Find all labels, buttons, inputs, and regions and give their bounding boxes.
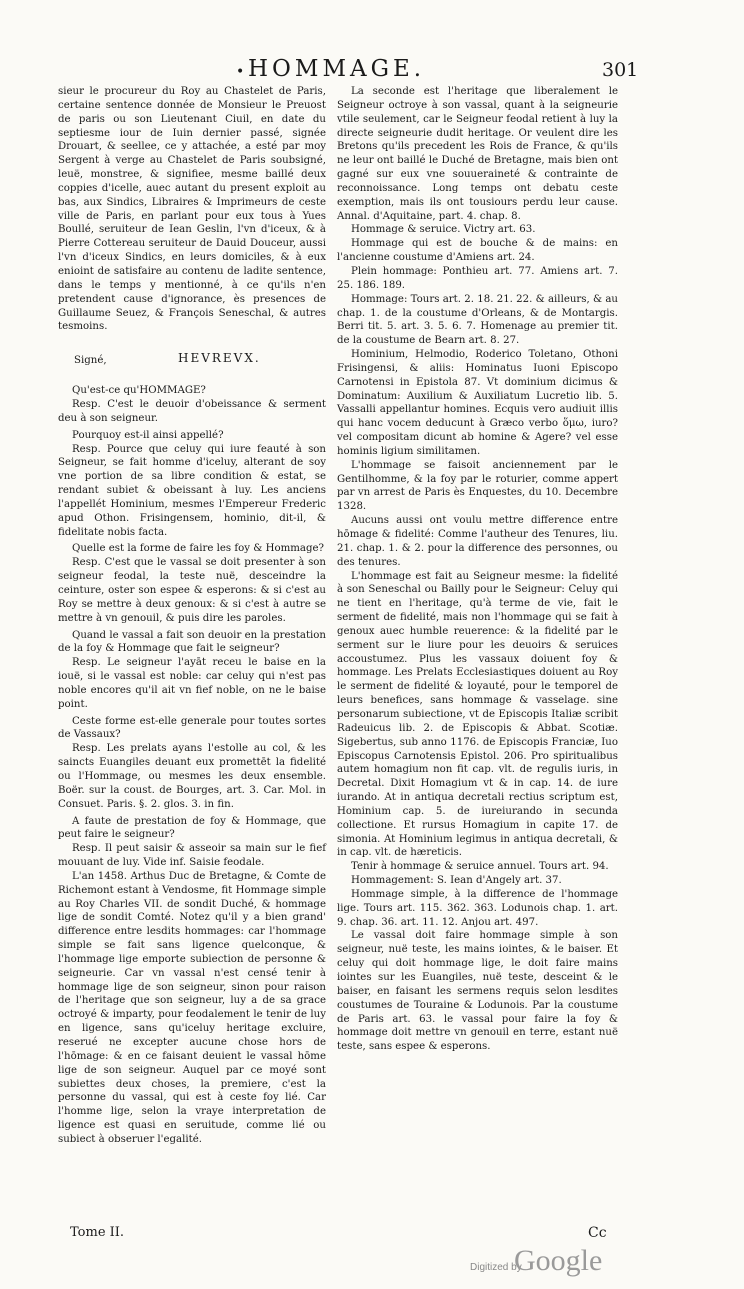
left-column-paragraph: Resp. Il peut saisir & asseoir sa main sur le fief mouuant de luy. Vide inf. Saisie feodale.	[58, 843, 326, 869]
right-column-paragraph: Hommage simple, à la difference de l'hommage lige. Tours art. 115. 362. 363. Lodunois chap. 1. art. 9. chap. 36. art. 11. 12. Anjou art. 497.	[337, 888, 618, 928]
right-column-paragraph: Hommage qui est de bouche & de mains: en l'ancienne coustume d'Amiens art. 24.	[337, 238, 618, 264]
left-column-paragraph: Quand le vassal a fait son deuoir en la prestation de la foy & Hommage que fait le seigneur?	[58, 629, 326, 655]
left-column-paragraph: Pourquoy est-il ainsi appellé?	[72, 429, 224, 441]
left-column-paragraph: Resp. Le seigneur l'ayāt receu le baise en la iouë, si le vassal est noble: car celuy qui n'est pas noble encores qu'il ait vn fief noble, on ne le baise point.	[58, 657, 326, 710]
header-dot: •	[236, 64, 245, 80]
left-column-paragraph: Resp. Pource que celuy qui iure feauté à son Seigneur, se fait homme d'iceluy, alterant de soy vne portion de sa libre condition & estat, se rendant subiet & obeissant à luy. Les anciens l'appellét Hominium, mesmes l'Empereur Frederic apud Othon. Frisingensem, hominio, dit-il, & fidelitate nobis facta.	[58, 443, 326, 538]
left-column-paragraph: sieur le procureur du Roy au Chastelet de Paris, certaine sentence donnée de Monsieur le Preuost de paris ou son Lieutenant Ciuil, en date du septiesme iour de Iuin dernier passé, signée Drouart, & seellee, ce y attachée, a esté par moy Sergent à verge au Chastelet de Paris soubsigné, leuë, monstree, & signifiee, mesme baillé deux coppies d'icelle, auec autant du present exploit au bas, aux Sindics, Libraires & Imprimeurs de ceste ville de Paris, en parlant pour eux tous à Yues Boullé, seruiteur de Iean Geslin, l'vn d'iceux, & à Pierre Cottereau seruiteur de Dauid Douceur, aussi l'vn d'iceux Sindics, en leurs domiciles, & à eux enioint de satisfaire au contenu de ladite sentence, dans le temps y mentionné, à ce qu'ils n'en pretendent cause d'ignorance, ès presences de Guillaume Seuez, & François Seneschal, & autres tesmoins.	[58, 86, 326, 333]
signature-mark: Cc	[588, 1225, 607, 1241]
left-column-paragraph: A faute de prestation de foy & Hommage, que peut faire le seigneur?	[58, 815, 326, 841]
signature-name: HEVREVX.	[178, 351, 261, 366]
right-column-paragraph: Hommagement: S. Iean d'Angely art. 37.	[351, 875, 562, 887]
left-column-paragraph: Resp. C'est le deuoir d'obeissance & serment deu à son seigneur.	[58, 399, 326, 424]
running-header	[0, 58, 744, 88]
page-number: 301	[602, 59, 639, 81]
left-column-paragraph: Qu'est-ce qu'HOMMAGE?	[72, 385, 206, 397]
right-column	[337, 85, 618, 1054]
right-column-paragraph: L'hommage est fait au Seigneur mesme: la fidelité à son Seneschal ou Bailly pour le Seigneur: Celuy qui ne tient en l'heritage, qu'à terme de vie, fait le serment de fidelité, mais non l'hommage qui se fait à genoux auec humble reuerence: & la fidelité par le serment sur le liure pour les deuoirs & seruices accoustumez. Plus les vassaux doiuent foy & hommage. Les Prelats Ecclesiastiques doiuent au Roy le serment de fidelité & loyauté, pour le temporel de leurs benefices, sans hommage & vasselage. sine personarum subiectione, vt de Episcopis Italiæ scribit Radeuicus lib. 2. de Episcopis & Abbat. Scotiæ. Sigebertus, sub anno 1176. de Episcopis Franciæ, Iuo Episcopus Carnotensis Epistol. 206. Pro spiritualibus autem homagium non fit cap. vlt. de regulis iuris, in Decretal. Dixit Homagium vt & in cap. 14. de iure iurando. At in antiqua decretali rectius scriptum est, Hominium cap. 5. de iureiurando in secunda collectione. Et rursus Homagium in capite 17. de simonia. At Hominium legimus in antiqua decretali, & in cap. vlt. de hæreticis.	[337, 570, 618, 859]
left-column-paragraph: Ceste forme est-elle generale pour toutes sortes de Vassaux?	[58, 715, 326, 741]
left-column	[58, 85, 326, 1147]
right-column-paragraph: Tenir à hommage & seruice annuel. Tours art. 94.	[351, 861, 609, 873]
right-column-paragraph: Le vassal doit faire hommage simple à son seigneur, nuë teste, les mains iointes, & le baiser. Et celuy qui doit hommage lige, le doit faire mains iointes sur les Euangiles, nuë teste, desceint & le baiser, en faisant les sermens requis selon lesdites coustumes de Touraine & Lodunois. Par la coustume de Paris art. 63. le vassal pour faire la foy & hommage doit mettre vn genouil en terre, estant nuë teste, sans espee & esperons.	[337, 930, 618, 1053]
signature-label: Signé,	[74, 355, 107, 367]
left-column-paragraph: L'an 1458. Arthus Duc de Bretagne, & Comte de Richemont estant à Vendosme, fit Hommage simple au Roy Charles VII. de sondit Duché, & hommage lige de sondit Comté. Notez qu'il y a bien grand' difference entre lesdits hommages: car l'hommage simple se fait sans ligence quelconque, & l'hommage lige emporte subiection de personne & seigneurie. Car vn vassal n'est censé tenir à hommage lige de son seigneur, sinon pour raison de l'heritage que son seigneur, luy a de sa grace octroyé & imparty, pour feodalement le tenir de luy en ligence, sans qu'iceluy heritage excluire, reserué ne excepter aucune chose hors de l'hōmage: & en ce faisant deuient le vassal hōme lige de son seigneur. Auquel par ce moyé sont subiettes deux choses, la premiere, c'est la personne du vassal, qui est à ceste foy lié. Car l'homme lige, selon la vraye interpretation de ligence est quasi en seruitude, comme lié ou subiect à obseruer l'egalité.	[58, 870, 326, 1145]
right-column-paragraph: Aucuns aussi ont voulu mettre difference entre hōmage & fidelité: Comme l'autheur des Tenures, liu. 21. chap. 1. & 2. pour la difference des personnes, ou des tenures.	[337, 515, 618, 568]
page-title: HOMMAGE.	[248, 56, 426, 82]
signature-block	[58, 346, 326, 376]
right-column-paragraph: L'hommage se faisoit anciennement par le Gentilhomme, & la foy par le roturier, comme appert par vn arrest de Paris ès Enquestes, du 10. Decembre 1328.	[337, 459, 618, 513]
left-column-paragraph: Resp. Les prelats ayans l'estolle au col, & les saincts Euangiles deuant eux promettēt la fidelité ou l'Hommage, ou mesmes les deux ensemble. Boër. sur la coust. de Bourges, art. 3. Car. Mol. in Consuet. Paris. §. 2. glos. 3. in fin.	[58, 743, 326, 810]
watermark-small: Digitized by	[470, 1262, 522, 1273]
right-column-paragraph: Plein hommage: Ponthieu art. 77. Amiens art. 7. 25. 186. 189.	[337, 265, 618, 291]
left-column-paragraph: Quelle est la forme de faire les foy & Hommage?	[72, 543, 324, 555]
google-logo: Google	[514, 1244, 603, 1277]
right-column-paragraph: Hommage & seruice. Victry art. 63.	[351, 224, 536, 236]
volume-label: Tome II.	[70, 1225, 125, 1240]
left-column-paragraph: Resp. C'est que le vassal se doit presenter à son seigneur feodal, la teste nuë, desceindre la ceinture, oster son espee & esperons: & si c'est au Roy se mettre à deux genoux: & si c'est à autre se mettre à vn genouil, & puis dire les paroles.	[58, 557, 326, 624]
right-column-paragraph: Hommage: Tours art. 2. 18. 21. 22. & ailleurs, & au chap. 1. de la coustume d'Orleans, & de Montargis. Berri tit. 5. art. 3. 5. 6. 7. Homenage au premier tit. de la coustume de Bearn art. 8. 27.	[337, 293, 618, 347]
right-column-paragraph: La seconde est l'heritage que liberalement le Seigneur octroye à son vassal, quant à la seigneurie vtile seulement, car le Seigneur feodal retient à luy la directe seigneurie dudit heritage. Or veulent dire les Bretons qu'ils precedent les Rois de France, & qu'ils ne leur ont baillé le Duché de Bretagne, mais bien ont gagné sur eux vne souueraineté & contrainte de reconnoissance. Long temps ont debatu ceste exemption, mais ils ont tousiours perdu leur cause. Annal. d'Aquitaine, part. 4. chap. 8.	[337, 86, 618, 222]
right-column-paragraph: Hominium, Helmodio, Roderico Toletano, Othoni Frisingensi, & aliis: Hominatus Iuoni Episcopo Carnotensi in Epistola 87. Vt dominium dicimus & Dominatum: Auxilium & Auxiliatum Lucretio lib. 5. Vassalli appellantur homines. Ecquis vero audiuit illis qui hanc vocem deducunt à Græco verbo ὅμω, iuro? vel compositam dicunt ab homine & Agere? vel esse hominis ligium similitamen.	[337, 349, 618, 457]
